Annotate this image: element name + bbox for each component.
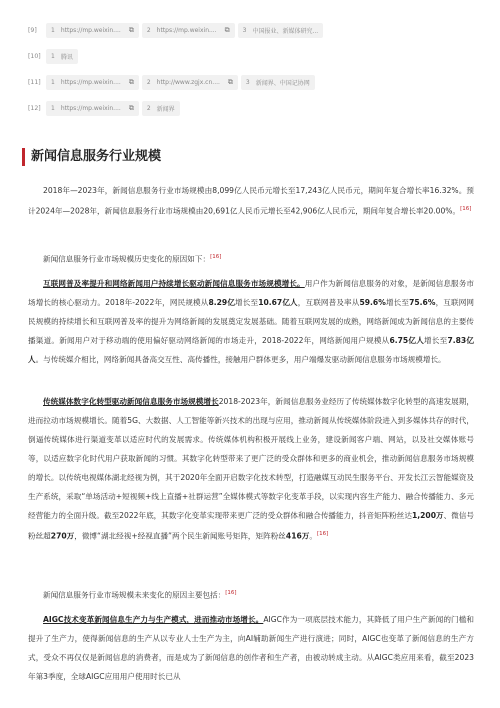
- paragraph-text: AIGC作为一项底层技术能力，其降低了用户生产新闻的门槛和提升了生产力，使得新闻信息的生产从以专业人士生产为主，向AI辅助新闻生产进行演进；同时，AIGC也变革了新闻信息的生产方式，受众不再仅仅是新闻信息的消费者，而是成为了新闻信息的创作者和生产者，由被动转成主动。从AIGC类应用来看，截至2023 年第3季度，全球AIGC应用用户使用时长已从: [28, 615, 474, 681]
- reference-source-chip[interactable]: [238, 23, 324, 38]
- highlight-value: 6.75亿人: [389, 336, 425, 345]
- chip-index: 2: [146, 78, 151, 86]
- reference-link-chip[interactable]: [46, 75, 139, 90]
- paragraph-digital-transformation: [28, 392, 474, 546]
- chip-text: https://mp.weixin....: [60, 104, 121, 112]
- chip-index: 3: [242, 26, 247, 34]
- paragraph-text: 2018年—2023年，新闻信息服务行业市场规模由8,099亿人民币元增长至17,243亿人民币元，期间年复合增长率16.32%。预计2024年—2028年，新闻信息服务行业市场规模由20,691亿人民币元增长至42,906亿人民币元，期间年复合增长率20.00%。: [28, 186, 474, 216]
- paragraph-text: 。与传统媒介相比，网络新闻具备高交互性、高传播性，接触用户群体更多，用户端爆发驱动新闻信息服务市场规模增长。: [35, 355, 446, 364]
- highlight-value: 75.6%: [409, 298, 436, 307]
- paragraph-text: ，互联网普及率从: [297, 298, 360, 307]
- reference-link-chip[interactable]: [142, 23, 235, 38]
- paragraph-internet-growth: [28, 274, 474, 369]
- paragraph-text: 2018-2023年，新闻信息服务业经历了传统媒体数字化转型的高速发展期，进而拉动市场规模增长。随着5G、大数据、人工智能等新兴技术的出现与应用，推动新闻从传统媒体阶段进入到多媒体共存的时代，倒逼传统媒体进行渠道变革以适应时代的发展需求。传统媒体机构积极开展线上业务，建设新闻客户端、网站，以及社交媒体账号等，以适应数字化时代用户获取新闻的习惯。其数字化转型带来了更广泛的受众群体和更多的商业机会，推动新闻信息服务市场规模的增长。以传统电视媒体湖北经视为例，其于2020年全面开启数字化技术转型，打造融媒互动民生服务平台、开发长江云智能媒资及生产系统，采取“单场活动+短视频+线上直播+社群运营”全媒体模式等数字化变革手段，以实现内容生产能力、融合传播能力、多元经营能力的全面升级。截至2022年底，其数字化变革实现带来更广泛的受众群体和融合传播能力，抖音矩阵粉丝达: [28, 397, 475, 520]
- paragraph-future-intro: [28, 584, 474, 605]
- reference-number: [9]: [28, 26, 37, 34]
- chip-text: https://mp.weixin....: [156, 26, 217, 34]
- copy-link-icon[interactable]: ⧉: [128, 103, 134, 112]
- reference-source-chip[interactable]: [241, 75, 315, 90]
- paragraph-text: 增长至: [424, 336, 448, 345]
- highlight-value: 10.67亿人: [258, 298, 298, 307]
- copy-link-icon[interactable]: ⧉: [224, 25, 230, 34]
- highlight-value: 7.83亿人: [28, 336, 474, 364]
- section-title: 新闻信息服务行业规模: [22, 148, 161, 166]
- reference-number: [11]: [28, 78, 41, 86]
- copy-link-icon[interactable]: ⧉: [128, 77, 134, 86]
- chip-text: 新闻界、中国记协网: [255, 79, 310, 87]
- highlight-value: 416万: [285, 531, 310, 541]
- reference-row-12: [28, 100, 183, 116]
- chip-index: 1: [51, 26, 55, 34]
- paragraph-heading: 传统媒体数字化转型驱动新闻信息服务市场规模增长: [43, 397, 219, 406]
- chip-index: 1: [51, 52, 55, 60]
- highlight-value: 1,200万: [411, 511, 444, 520]
- reference-row-10: [28, 48, 81, 64]
- chip-text: 腾讯: [60, 53, 73, 61]
- paragraph-text: 新闻信息服务行业市场规模未来变化的原因主要包括：: [43, 590, 226, 600]
- reference-link-chip[interactable]: [46, 101, 139, 116]
- paragraph-text: 、微信号粉丝超: [28, 511, 474, 541]
- paragraph-text: 增长至: [235, 298, 259, 307]
- paragraph-heading: 互联网普及率提升和网络新闻用户持续增长驱动新闻信息服务市场规模增长。: [43, 279, 305, 288]
- chip-text: http://www.zgjx.cn....: [156, 78, 220, 86]
- highlight-value: 59.6%: [359, 298, 386, 307]
- citation-ref[interactable]: [16]: [225, 590, 237, 596]
- reference-row-9: [28, 22, 326, 38]
- paragraph-text: 新闻信息服务行业市场规模历史变化的原因如下：: [43, 254, 211, 264]
- reference-source-chip[interactable]: [142, 101, 180, 116]
- highlight-value: 8.29亿: [208, 298, 236, 307]
- copy-link-icon[interactable]: ⧉: [227, 77, 233, 86]
- reference-link-chip[interactable]: [46, 23, 139, 38]
- citation-ref[interactable]: [16]: [210, 254, 222, 260]
- copy-link-icon[interactable]: ⧉: [128, 25, 134, 34]
- chip-index: 1: [51, 104, 55, 112]
- chip-index: 2: [146, 26, 151, 34]
- chip-text: https://mp.weixin....: [60, 26, 121, 34]
- paragraph-text: 用户作为新闻信息服务的对象，是新闻信息服务市场增长的核心驱动力。2018年-2022年，网民规模从: [28, 279, 475, 307]
- reference-row-11: [28, 74, 318, 90]
- reference-number: [10]: [28, 52, 41, 60]
- chip-text: 中国报业、新媒体研究...: [252, 27, 319, 35]
- paragraph-text: 增长至: [385, 298, 410, 307]
- paragraph-aigc: [28, 610, 474, 686]
- paragraph-text: ，互联网网民规模的持续增长和互联网普及率的提升为网络新闻的发展奠定发展基础。随着互联网发展的成熟，网络新闻成为新闻信息的主要传播渠道。新闻用户对于移动端的使用偏好驱动网络新闻的市场走升，2018-2022年，网络新闻用户规模从: [28, 298, 475, 345]
- paragraph-text: 。: [309, 531, 317, 541]
- reference-number: [12]: [28, 104, 41, 112]
- citation-ref[interactable]: [16]: [316, 531, 329, 537]
- chip-index: 3: [245, 78, 250, 86]
- reference-link-chip[interactable]: [142, 75, 238, 90]
- chip-text: https://mp.weixin....: [60, 78, 121, 86]
- paragraph-heading: AIGC技术变革新闻信息生产力与生产模式，进而推动市场增长。: [43, 615, 264, 624]
- paragraph-history-intro: [28, 248, 474, 269]
- chip-text: 新闻界: [156, 105, 175, 113]
- highlight-value: 270万: [50, 531, 75, 541]
- citation-ref[interactable]: [16]: [460, 206, 472, 212]
- paragraph-market-size: [28, 181, 474, 221]
- reference-source-chip[interactable]: [46, 49, 78, 64]
- paragraph-text: ，微博“湖北经视+经视直播”两个民生新闻账号矩阵，矩阵粉丝: [74, 531, 286, 541]
- chip-index: 2: [146, 104, 151, 112]
- chip-index: 1: [51, 78, 55, 86]
